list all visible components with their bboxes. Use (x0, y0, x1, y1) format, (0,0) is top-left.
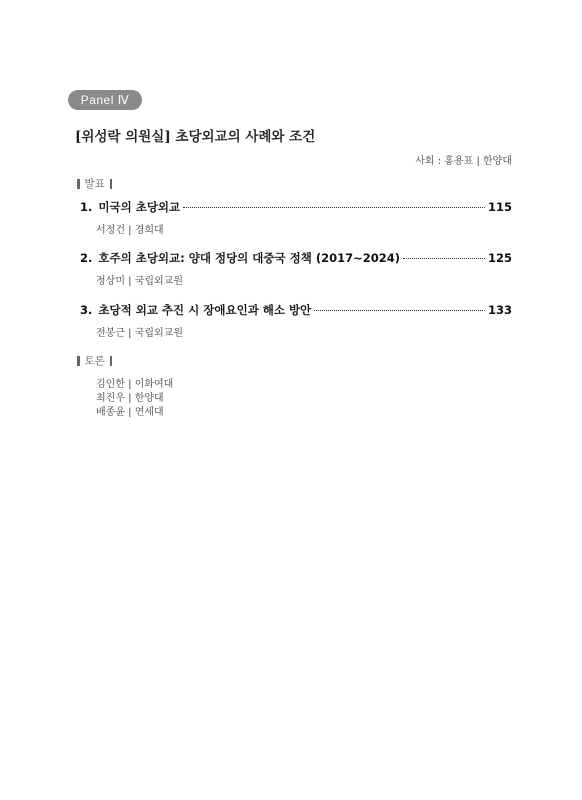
toc-page: 115 (487, 200, 512, 214)
presenter: 서정건 | 경희대 (96, 225, 164, 236)
bar-icon (110, 179, 113, 189)
session-title: [위성락 의원실] 초당외교의 사례와 조건 (75, 129, 316, 145)
discussion-label: 토론 (84, 355, 105, 367)
discussant: 배종윤 | 연세대 (96, 407, 164, 418)
toc-title: 초당적 외교 추진 시 장애요인과 해소 방안 (98, 303, 312, 317)
bar-icon (77, 356, 80, 366)
toc-page: 125 (487, 251, 512, 265)
toc-item-2[interactable] (80, 250, 512, 287)
presentations-section-label (77, 176, 117, 191)
bar-icon (110, 356, 113, 366)
moderator: 사회 : 홍용표 | 한양대 (415, 156, 512, 167)
toc-number: 3. (80, 303, 93, 317)
dot-leader (314, 310, 485, 311)
dot-leader (403, 258, 485, 259)
discussant-list (96, 378, 173, 420)
discussion-section-label (77, 353, 117, 368)
discussant: 최진우 | 한양대 (96, 393, 164, 404)
presentations-label: 발표 (84, 178, 105, 190)
dot-leader (183, 207, 485, 208)
toc-number: 1. (80, 200, 93, 214)
toc-item-1[interactable] (80, 199, 512, 236)
toc-number: 2. (80, 251, 93, 265)
discussant: 김인한 | 이화여대 (96, 379, 174, 390)
toc-title: 호주의 초당외교: 양대 정당의 대중국 정책 (2017~2024) (98, 251, 401, 265)
presenter: 전봉근 | 국립외교원 (96, 328, 184, 339)
panel-badge: Panel Ⅳ (68, 90, 142, 110)
presenter: 정상미 | 국립외교원 (96, 276, 184, 287)
toc-title: 미국의 초당외교 (98, 200, 181, 214)
toc-page: 133 (487, 303, 512, 317)
bar-icon (77, 179, 80, 189)
toc-item-3[interactable] (80, 302, 512, 339)
